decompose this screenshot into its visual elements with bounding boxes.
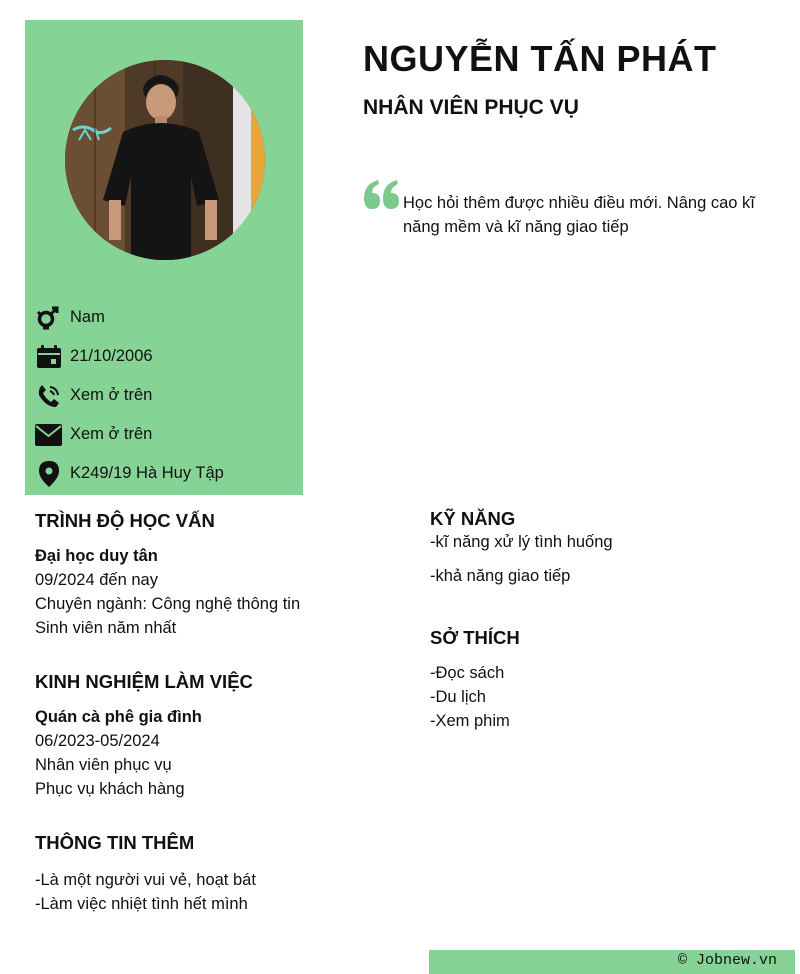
skill-item: -khả năng giao tiếp bbox=[430, 567, 571, 585]
experience-desc: Phục vụ khách hàng bbox=[35, 780, 185, 798]
footer-credit: © Jobnew.vn bbox=[677, 952, 777, 969]
hobbies-title: SỞ THÍCH bbox=[430, 627, 520, 648]
skills-title: KỸ NĂNG bbox=[430, 508, 516, 529]
education-period: 09/2024 đến nay bbox=[35, 571, 158, 589]
candidate-name: NGUYỄN TẤN PHÁT bbox=[363, 38, 717, 79]
experience-role: Nhân viên phục vụ bbox=[35, 756, 172, 774]
hobby-item: -Đọc sách bbox=[430, 664, 505, 682]
contact-phone: Xem ở trên bbox=[70, 386, 153, 404]
contact-address: K249/19 Hà Huy Tập bbox=[70, 464, 224, 482]
email-icon bbox=[35, 421, 62, 448]
career-objective: Học hỏi thêm được nhiều điều mới. Nâng cao kĩ năng mềm và kĩ năng giao tiếp bbox=[403, 194, 755, 236]
extra-info-section bbox=[35, 832, 405, 916]
education-section bbox=[35, 510, 405, 640]
experience-company: Quán cà phê gia đình bbox=[35, 708, 202, 726]
sidebar bbox=[25, 20, 303, 495]
avatar bbox=[65, 60, 265, 260]
contact-birthday: 21/10/2006 bbox=[70, 347, 153, 365]
contact-item-address bbox=[35, 454, 295, 493]
extra-info-item: -Làm việc nhiệt tình hết mình bbox=[35, 895, 248, 913]
contact-gender: Nam bbox=[70, 308, 105, 326]
skills-section bbox=[430, 508, 790, 593]
calendar-icon bbox=[35, 343, 62, 370]
phone-icon bbox=[35, 382, 62, 409]
candidate-position: NHÂN VIÊN PHỤC VỤ bbox=[363, 96, 579, 119]
experience-section bbox=[35, 671, 405, 801]
contact-item-email bbox=[35, 415, 295, 454]
contact-item-gender bbox=[35, 298, 295, 337]
experience-period: 06/2023-05/2024 bbox=[35, 732, 160, 750]
education-major: Chuyên ngành: Công nghệ thông tin bbox=[35, 595, 301, 613]
extra-info-item: -Là một người vui vẻ, hoạt bát bbox=[35, 871, 256, 889]
skill-item: -kĩ năng xử lý tình huống bbox=[430, 533, 613, 551]
hobby-item: -Du lịch bbox=[430, 688, 486, 706]
contact-item-birthday bbox=[35, 337, 295, 376]
hobby-item: -Xem phim bbox=[430, 712, 510, 730]
gender-icon bbox=[35, 304, 62, 331]
avatar-photo bbox=[65, 60, 265, 260]
education-note: Sinh viên năm nhất bbox=[35, 619, 177, 637]
education-title: TRÌNH ĐỘ HỌC VẤN bbox=[35, 510, 215, 531]
hobbies-section bbox=[430, 627, 790, 733]
quote-icon bbox=[362, 180, 400, 210]
contact-list bbox=[35, 298, 295, 493]
contact-email: Xem ở trên bbox=[70, 425, 153, 443]
location-icon bbox=[35, 460, 62, 487]
extra-info-title: THÔNG TIN THÊM bbox=[35, 832, 195, 853]
contact-item-phone bbox=[35, 376, 295, 415]
footer-bar bbox=[429, 950, 795, 974]
education-school: Đại học duy tân bbox=[35, 547, 158, 565]
experience-title: KINH NGHIỆM LÀM VIỆC bbox=[35, 671, 253, 692]
